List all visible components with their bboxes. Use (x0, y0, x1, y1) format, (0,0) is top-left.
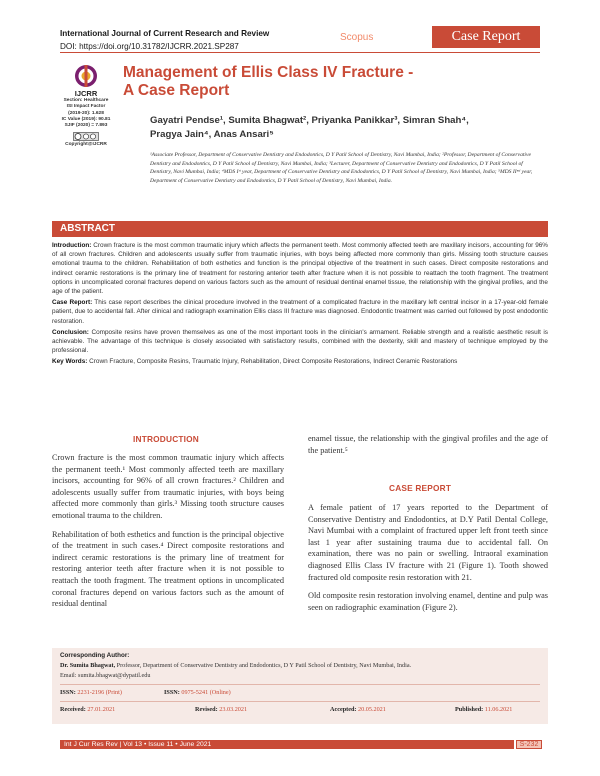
issn-print-label: ISSN: (60, 689, 76, 696)
authors-line-1: Gayatri Pendse¹, Sumita Bhagwat², Priyanka Panikkar³, Simran Shah⁴, (150, 115, 469, 126)
issn-online-label: ISSN: (164, 689, 180, 696)
logo-isi: ISI Impact Factor (66, 104, 106, 110)
abstract-heading-bar (52, 221, 548, 237)
abstract-heading: ABSTRACT (60, 223, 115, 234)
received-date (60, 706, 115, 713)
footer-citation: Int J Cur Res Rev | Vol 13 • Issue 11 • June 2021 (64, 741, 212, 748)
published-value: 11.06.2021 (484, 706, 513, 713)
right-column-top (308, 433, 548, 463)
correspondence-email[interactable]: Email: sumita.bhagwat@dypatil.edu (60, 672, 151, 679)
logo-ic-value: IC Value (2019): 90.81 (61, 116, 111, 122)
abstract-case-report (52, 298, 548, 326)
logo-section: Section: Healthcare (63, 98, 109, 103)
correspondence-author (60, 662, 540, 669)
author-list (150, 114, 540, 142)
received-label: Received: (60, 706, 86, 713)
revised-label: Revised: (195, 706, 218, 713)
title-line-2: A Case Report (123, 82, 230, 99)
article-title (123, 64, 523, 100)
abstract-conclusion-label: Conclusion: (52, 328, 89, 336)
accepted-label: Accepted: (330, 706, 357, 713)
ijcrr-emblem-icon (71, 64, 101, 88)
logo-copyright: Copyright@IJCRR (65, 142, 107, 148)
published-date (455, 706, 512, 713)
article-type-badge: Case Report (432, 26, 540, 48)
abstract-introduction (52, 241, 548, 296)
abstract-keywords (52, 357, 548, 366)
issn-print-value: 2231-2196 (Print) (77, 689, 122, 696)
abstract-conclusion-text: Composite resins have proven themselves as one of the most important tools in the clinician's armament. Reliable strength and a realistic aesthetic result is achievable. The advantage of this technique is closely associated with satisfactory results, combined with the dexterity, skill and mastery of technique employed by the professional. (52, 328, 548, 355)
correspondence-divider-1 (60, 684, 540, 685)
left-column (52, 452, 284, 617)
case-report-paragraph-1: A female patient of 17 years reported to the Department of Conservative Dentistry and Endodontics, at D.Y Patil Dental College, Navi Mumbai with a complaint of fractured upper left front teeth since last 1 year after sustaining trauma due to accidental fall. On examination, there was no pain or swelling. Intraoral examination diagnosed Ellis Class IV fracture with 21 (Figure 1). Tooth showed fractured old composite resin restoration with 21. (308, 503, 548, 582)
abstract-intro-text: Crown fracture is the most common traumatic injury which affects the permanent teeth. Most commonly affected teeth are maxillary incisors, accounting for 96% of all crown fractures. Children and adolescents usually suffer from traumatic injuries, with boys being affected more commonly than girls. Missing tooth structure causes emotional trauma to the children. Rehabilitation of both esthetics and function is the principal objective of the treatment in such cases. Direct composite restorations and indirect ceramic restorations is the primary line of treatment for restoring anterior teeth after fracture when it is not possible to reattach the tooth fragment. The treatment options in uncomplicated coronal fractures depend on various factors such as the amount of residual dentinal enamel tissue, the relationship with the gingival profiles, and the age of the patient. (52, 242, 548, 296)
issn-online-value: 0975-5241 (Online) (181, 689, 231, 696)
revised-value: 23.03.2021 (219, 706, 248, 713)
affiliations: ¹Associate Professor, Department of Conservative Dentistry and Endodontics, D Y Patil School of Dentistry, Navi Mumbai, India; ²Professor, Department of Conservative Dentistry and Endodontics, D Y Patil School of Dentistry, Navi Mumbai, India; ³Lecturer, Department of Conservative Dentistry and Endodontics, D Y Patil School of Dentistry, Navi Mumbai, India; ⁴MDS Iˢᵗ year, Department of Conservative Dentistry and Endodontics, D Y Patil School of Dentistry, Navi Mumbai, India; ⁵MDS IIⁿᵈ year, Department of Conservative Dentistry and Endodontics, D Y Patil School of Dentistry, Navi Mumbai, India. (150, 152, 533, 184)
logo-name: IJCRR (74, 89, 98, 98)
correspondence-title: Corresponding Author: (60, 652, 130, 659)
accepted-value: 20.05.2021 (358, 706, 386, 713)
doi-link[interactable]: DOI: https://doi.org/10.31782/IJCRR.2021.SP287 (60, 42, 239, 51)
header-divider (60, 52, 540, 53)
revised-date (195, 706, 247, 713)
right-column-case (308, 502, 548, 620)
case-report-paragraph-2: Old composite resin restoration involving enamel, dentine and pulp was seen on radiographic examination (Figure 2). (308, 591, 548, 612)
accepted-date (330, 706, 386, 713)
abstract-case-label: Case Report: (52, 299, 93, 307)
authors-line-2: Pragya Jain⁴, Anas Ansari⁵ (150, 129, 274, 140)
introduction-paragraph-1: Crown fracture is the most common traumatic injury which affects the permanent teeth.¹ Most commonly affected teeth are maxillary incisors, accounting for 96% of all crown fractures.² Children and adolescents usually suffer from traumatic injuries, with boys being affected more commonly than girls.³ Missing tooth structure causes emotional trauma to the children. (52, 453, 284, 520)
logo-isi-years: (2019-20): 1.628 (68, 110, 104, 116)
scopus-label: Scopus (340, 32, 374, 43)
introduction-heading: INTRODUCTION (133, 434, 200, 444)
abstract-intro-label: Introduction: (52, 242, 92, 249)
introduction-paragraph-2: Rehabilitation of both esthetics and function is the principal objective of the treatment in such cases.⁴ Direct composite restorations and indirect ceramic restorations is the primary line of treatment for restoring anterior teeth after fracture when it is not possible to reattach the tooth fragment. The treatment options in uncomplicated coronal fractures depend on various factors such as the amount of residual dentinal (52, 529, 284, 609)
abstract-case-text: This case report describes the clinical procedure involved in the treatment of a complicated fracture in the maxillary left central incisor in a 17-year-old female patient, due to accidental fall. After clinical and radiograph examination Ellis class III fracture was diagnosed. Endodontic treatment was carried out followed by post endodontic restoration. (52, 299, 549, 325)
case-report-heading: CASE REPORT (389, 483, 452, 493)
abstract-body (52, 241, 548, 369)
abstract-keywords-text: Crown Fracture, Composite Resins, Traumatic Injury, Rehabilitation, Direct Composite Restorations, Indirect Ceramic Restorations (87, 358, 458, 366)
introduction-paragraph-2-continued: enamel tissue, the relationship with the gingival profiles and the age of the patient.⁵ (308, 434, 548, 455)
logo-sjif: SJIF (2020) = 7.893 (64, 123, 108, 129)
correspondence-name: Dr. Sumita Bhagwat, (60, 662, 116, 669)
title-line-1: Management of Ellis Class IV Fracture - (123, 64, 414, 81)
issn-online (164, 689, 231, 696)
abstract-keywords-label: Key Words: (52, 358, 88, 366)
abstract-conclusion (52, 328, 548, 356)
page-number: S-232 (516, 740, 542, 749)
correspondence-divider-2 (60, 701, 540, 702)
received-value: 27.01.2021 (87, 706, 116, 713)
issn-print (60, 689, 122, 696)
correspondence-details: Professor, Department of Conservative Dentistry and Endodontics, D Y Patil School of Dentistry, Navi Mumbai, India. (115, 662, 412, 669)
journal-name: International Journal of Current Research and Review (60, 29, 270, 38)
creative-commons-icon (73, 132, 99, 141)
published-label: Published: (455, 706, 484, 713)
journal-logo (60, 64, 112, 149)
